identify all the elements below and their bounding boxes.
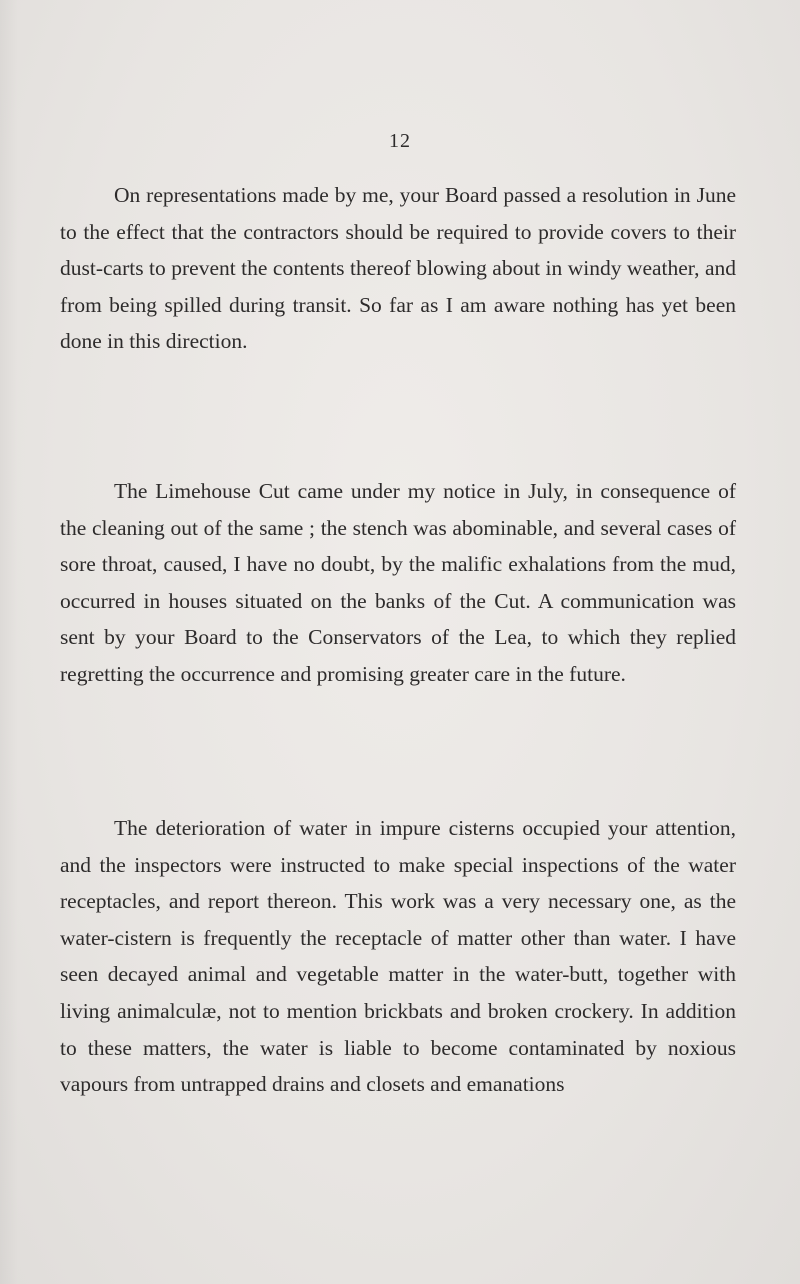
paragraph-water-cisterns: The deterioration of water in impure cisterns occupied your attention, and the inspectors were instructed to make special inspections of the water receptacles, and report thereon. This work was a very necessary one, as the water-cistern is frequently the receptacle of matter other than water. I have seen decayed animal and vegetable matter in the water-butt, together with living animalculæ, not to mention brickbats and broken crockery. In addition to these matters, the water is liable to become contaminated by noxious vapours from untrapped drains and closets and emanations <box>60 816 736 1097</box>
page-number: 12 <box>389 130 411 152</box>
paragraph-limehouse-cut: The Limehouse Cut came under my notice in July, in consequence of the cleaning out of the same ; the stench was abominable, and several cases of sore throat, caused, I have no doubt, by the malific exhalations from the mud, occurred in houses situated on the banks of the Cut. A communication was sent by your Board to the Conservators of the Lea, to which they replied regretting the occurrence and promising greater care in the future. <box>60 479 736 686</box>
page-edge-shadow <box>0 0 18 1284</box>
paragraph-dust-carts: On representations made by me, your Board passed a resolution in June to the effect that the contractors should be required to provide covers to their dust-carts to prevent the contents thereof blowing about in windy weather, and from being spilled during transit. So far as I am aware nothing has yet been done in this direction. <box>60 183 736 354</box>
